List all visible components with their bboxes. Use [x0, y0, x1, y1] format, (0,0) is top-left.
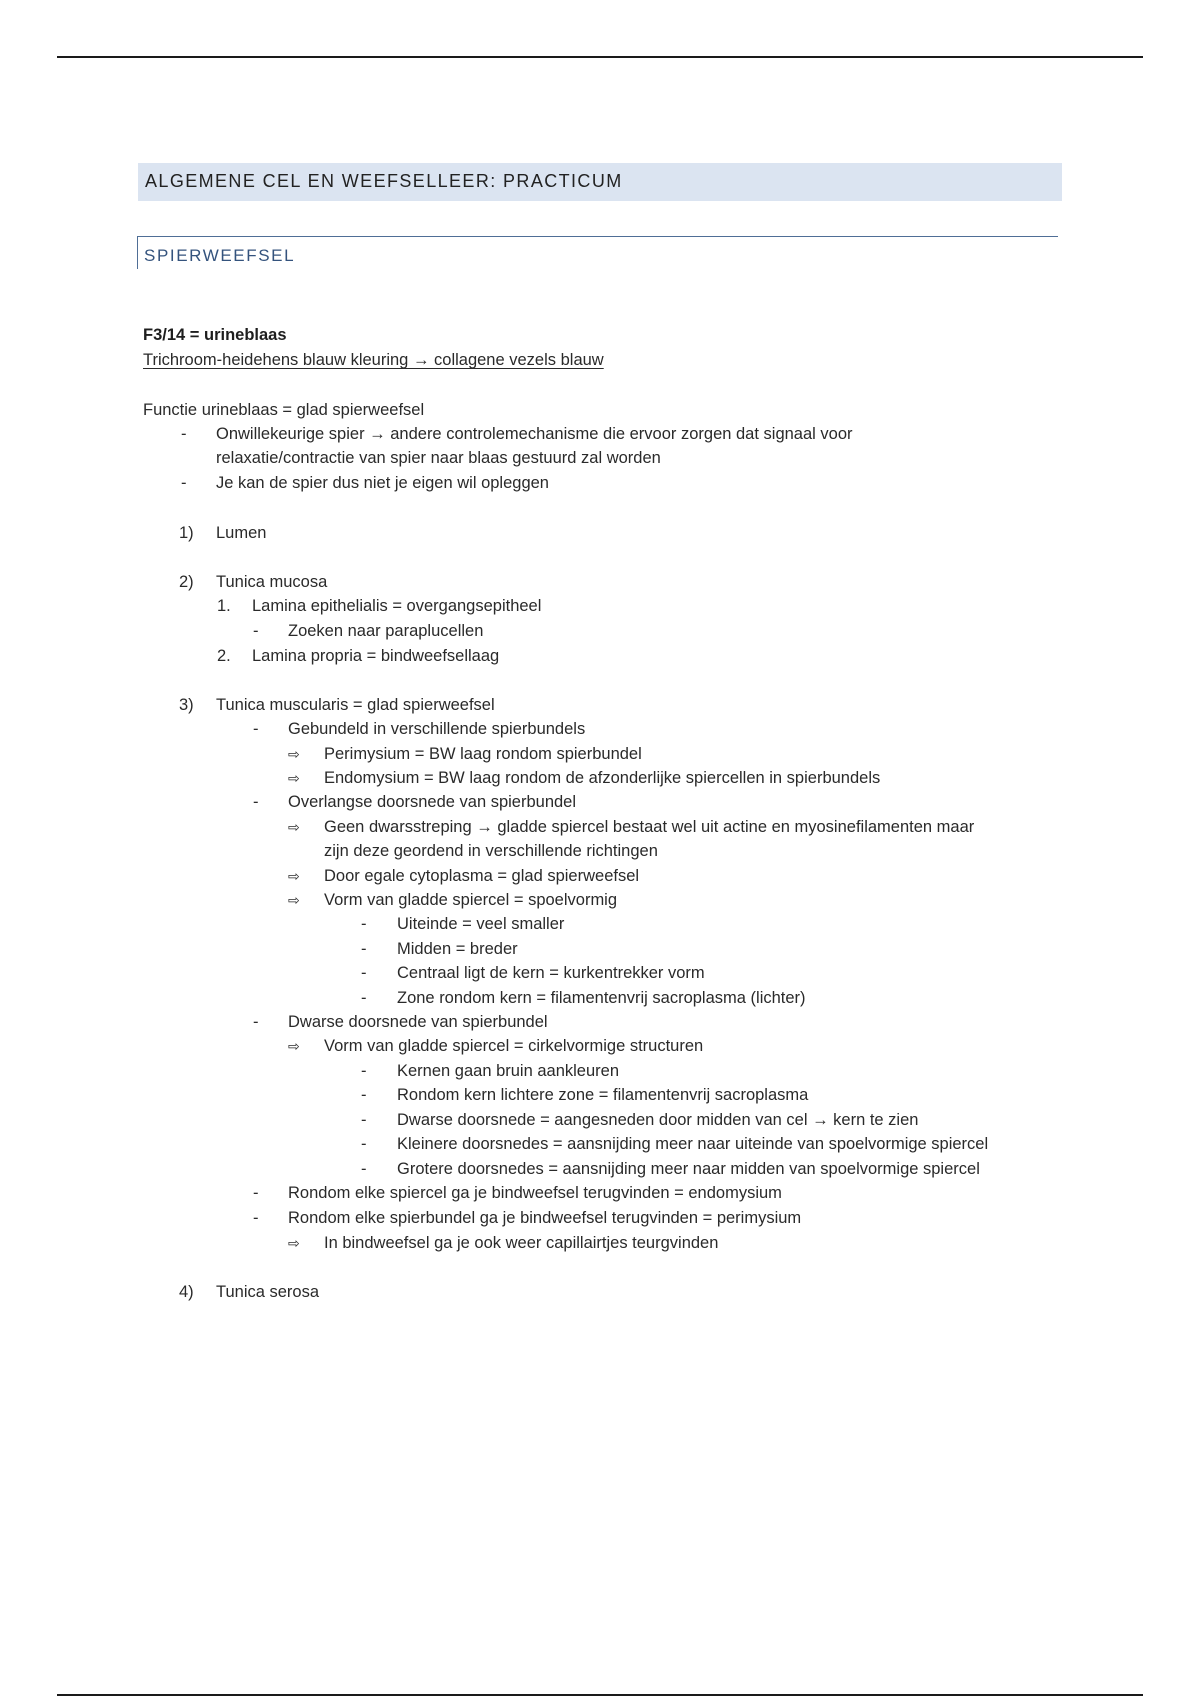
detail-bullet: Centraal ligt de kern = kurkentrekker vorm: [397, 964, 705, 982]
detail-bullet: Grotere doorsnedes = aansnijding meer naar midden van spoelvormige spiercel: [397, 1160, 980, 1178]
detail-bullet: Kernen gaan bruin aankleuren: [397, 1062, 620, 1080]
bullet-dash: -: [361, 1111, 367, 1129]
bullet-dash: -: [253, 720, 259, 738]
bullet-dash: -: [253, 1209, 259, 1227]
arrow-item: Perimysium = BW laag rondom spierbundel: [324, 745, 642, 763]
function-bullet: Je kan de spier dus niet je eigen wil opleggen: [216, 474, 549, 492]
list-item: Lumen: [216, 524, 267, 542]
arrow-icon: ⇨: [288, 1038, 300, 1054]
bullet-dash: -: [361, 964, 367, 982]
list-bullet: Rondom elke spiercel ga je bindweefsel terugvinden = endomysium: [288, 1184, 782, 1202]
list-bullet: Dwarse doorsnede van spierbundel: [288, 1013, 548, 1031]
list-item: Tunica mucosa: [216, 573, 328, 591]
arrow-item: Door egale cytoplasma = glad spierweefsel: [324, 867, 640, 885]
bullet-dash: -: [361, 1062, 367, 1080]
list-item: Tunica muscularis = glad spierweefsel: [216, 696, 495, 714]
list-number: 3): [179, 696, 194, 714]
sublist-number: 2.: [217, 647, 231, 665]
staining-label: Trichroom-heidehens blauw kleuring → collagene vezels blauw: [143, 351, 604, 369]
bullet-dash: -: [361, 1135, 367, 1153]
detail-bullet: Rondom kern lichtere zone = filamentenvrij sacroplasma: [397, 1086, 809, 1104]
bullet-dash: -: [361, 940, 367, 958]
preparate-label: F3/14 = urineblaas: [143, 326, 287, 344]
arrow-item: Geen dwarsstreping → gladde spiercel bestaat wel uit actine en myosinefilamenten maar: [324, 818, 975, 836]
bullet-dash: -: [361, 915, 367, 933]
section-heading-box: [137, 236, 1058, 269]
arrow-icon: ⇨: [288, 770, 300, 786]
list-bullet: Gebundeld in verschillende spierbundels: [288, 720, 586, 738]
list-bullet: Overlangse doorsnede van spierbundel: [288, 793, 577, 811]
arrow-icon: ⇨: [288, 1235, 300, 1251]
header-rule: [57, 56, 1143, 58]
sublist-item: Lamina epithelialis = overgangsepitheel: [252, 597, 542, 615]
section-heading: SPIERWEEFSEL: [144, 246, 296, 265]
arrow-item-continued: zijn deze geordend in verschillende richtingen: [324, 842, 658, 860]
arrow-icon: ⇨: [288, 819, 300, 835]
arrow-item: Vorm van gladde spiercel = cirkelvormige structuren: [324, 1037, 704, 1055]
detail-bullet: Uiteinde = veel smaller: [397, 915, 565, 933]
detail-bullet: Kleinere doorsnedes = aansnijding meer naar uiteinde van spoelvormige spiercel: [397, 1135, 989, 1153]
list-number: 4): [179, 1283, 194, 1301]
arrow-icon: ⇨: [288, 868, 300, 884]
function-bullet-continued: relaxatie/contractie van spier naar blaas gestuurd zal worden: [216, 449, 661, 467]
bullet-dash: -: [253, 1184, 259, 1202]
arrow-item: Vorm van gladde spiercel = spoelvormig: [324, 891, 618, 909]
arrow-item: In bindweefsel ga je ook weer capillairtjes teurgvinden: [324, 1234, 719, 1252]
bullet-dash: -: [361, 1160, 367, 1178]
sublist-number: 1.: [217, 597, 231, 615]
bullet-dash: -: [253, 1013, 259, 1031]
list-number: 2): [179, 573, 194, 591]
list-number: 1): [179, 524, 194, 542]
bullet-dash: -: [253, 622, 259, 640]
bullet-dash: -: [181, 425, 187, 443]
detail-bullet: Zone rondom kern = filamentenvrij sacroplasma (lichter): [397, 989, 806, 1007]
arrow-icon: ⇨: [288, 892, 300, 908]
function-intro: Functie urineblaas = glad spierweefsel: [143, 401, 425, 419]
sublist-item: Lamina propria = bindweefsellaag: [252, 647, 500, 665]
bullet-dash: -: [181, 474, 187, 492]
bullet-dash: -: [253, 793, 259, 811]
list-item: Tunica serosa: [216, 1283, 320, 1301]
document-title: ALGEMENE CEL EN WEEFSELLEER: PRACTICUM: [145, 171, 623, 191]
bullet-dash: -: [361, 989, 367, 1007]
bullet-dash: -: [361, 1086, 367, 1104]
detail-bullet: Dwarse doorsnede = aangesneden door midden van cel → kern te zien: [397, 1111, 919, 1129]
document-title-band: [138, 163, 1062, 201]
arrow-icon: ⇨: [288, 746, 300, 762]
sublist-bullet: Zoeken naar paraplucellen: [288, 622, 484, 640]
footer-rule: [57, 1694, 1143, 1696]
detail-bullet: Midden = breder: [397, 940, 518, 958]
function-bullet: Onwillekeurige spier → andere controlemechanisme die ervoor zorgen dat signaal voor: [216, 425, 853, 443]
list-bullet: Rondom elke spierbundel ga je bindweefsel terugvinden = perimysium: [288, 1209, 802, 1227]
arrow-item: Endomysium = BW laag rondom de afzonderlijke spiercellen in spierbundels: [324, 769, 881, 787]
